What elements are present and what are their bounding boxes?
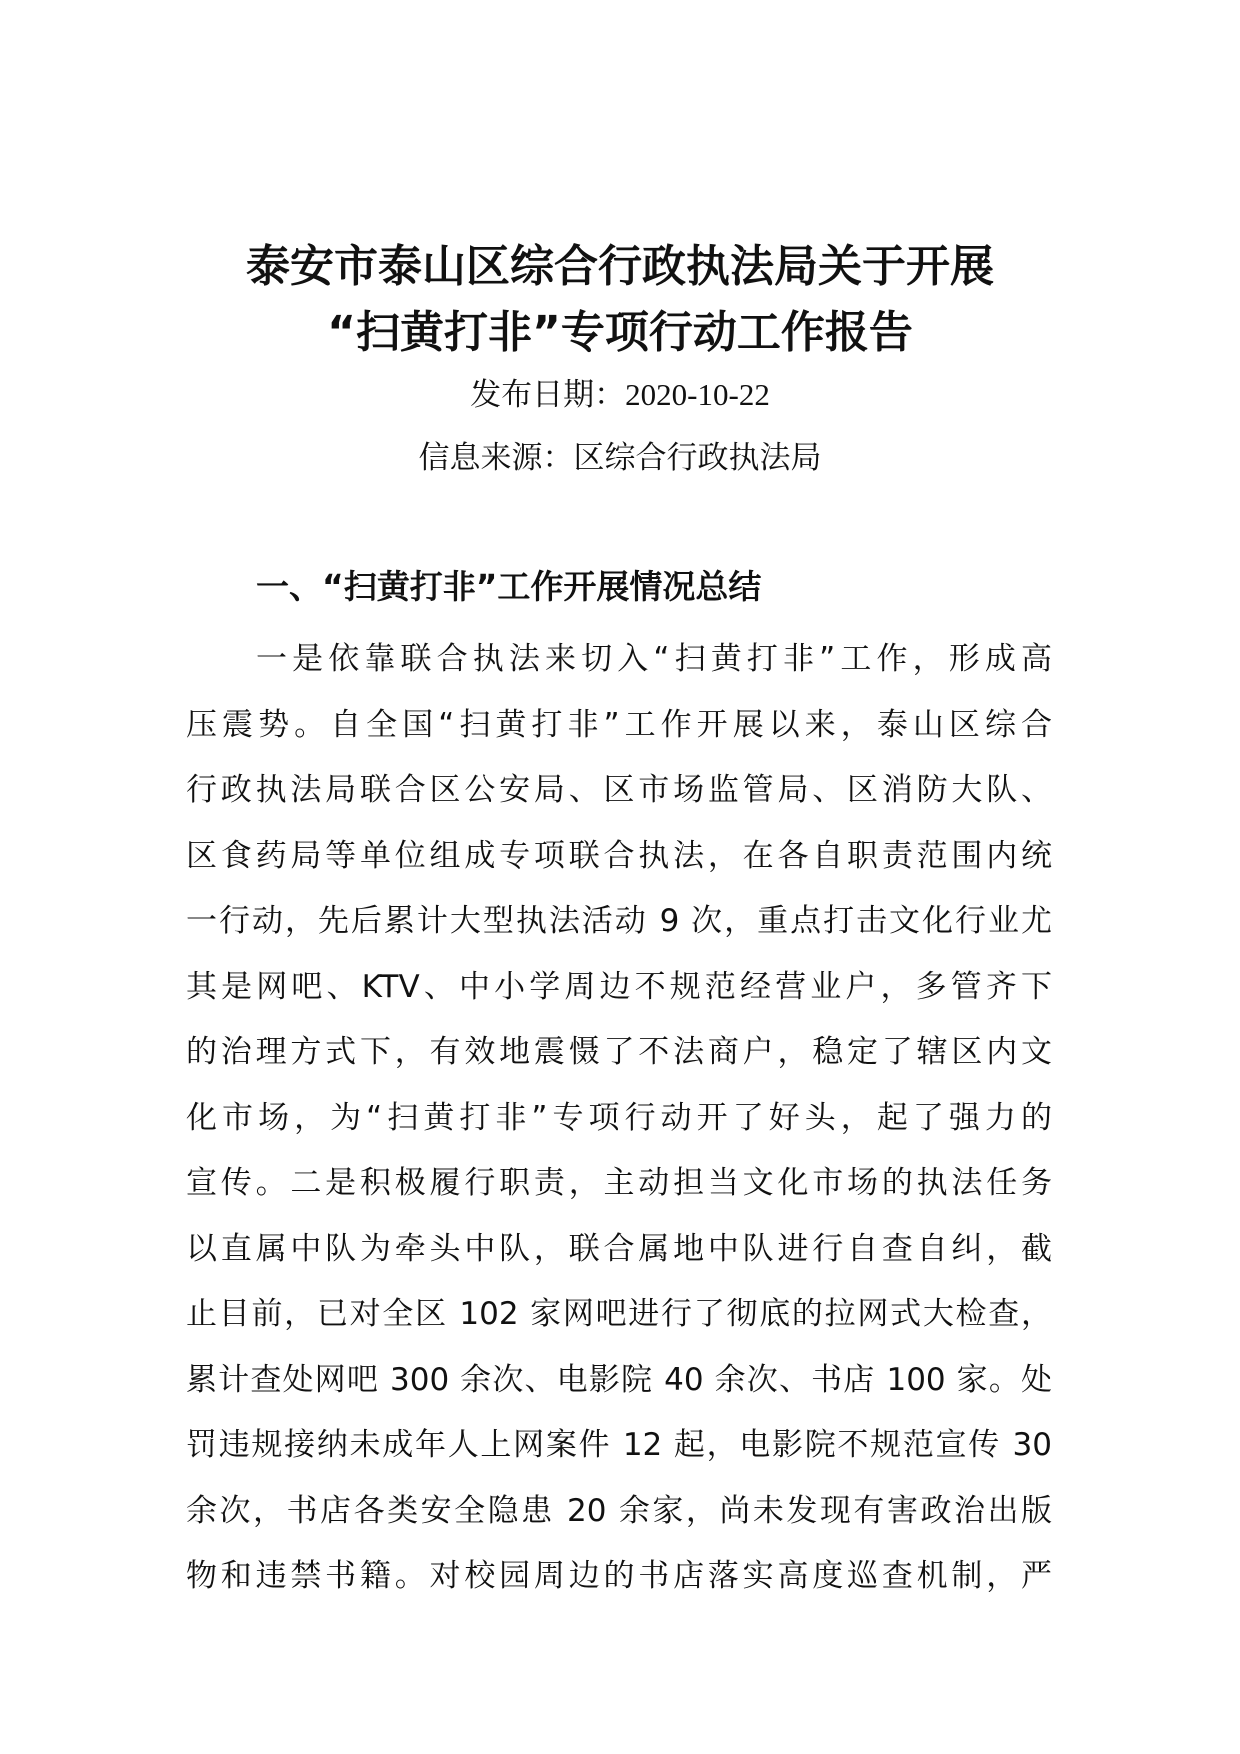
document-title-line-1: 泰安市泰山区综合行政执法局关于开展 (246, 241, 994, 292)
body-line: 宣传。二是积极履行职责，主动担当文化市场的执法任务 (186, 1165, 1052, 1201)
body-line: 一是依靠联合执法来切入“扫黄打非”工作，形成高 (256, 641, 1052, 677)
body-line: 区食药局等单位组成专项联合执法，在各自职责范围内统 (186, 837, 1052, 874)
document-title-line-2: “扫黄打非”专项行动工作报告 (327, 307, 913, 358)
publish-date-label: 发布日期： (470, 377, 626, 413)
body-line: 余次，书店各类安全隐患 20 余家，尚未发现有害政治出版 (186, 1492, 1052, 1529)
body-line: 物和违禁书籍。对校园周边的书店落实高度巡查机制，严 (186, 1558, 1052, 1594)
info-source (0, 433, 1240, 483)
body-line: 的治理方式下，有效地震慑了不法商户，稳定了辖区内文 (186, 1034, 1052, 1070)
section-heading-1: 一、“扫黄打非”工作开展情况总结 (256, 567, 762, 606)
publish-date (0, 370, 1240, 420)
body-line: 以直属中队为牵头中队，联合属地中队进行自查自纠，截 (186, 1230, 1052, 1267)
info-source-value: 区综合行政执法局 (573, 440, 822, 476)
body-line: 其是网吧、KTV、中小学周边不规范经营业户，多管齐下 (186, 968, 1052, 1005)
body-line: 压震势。自全国“扫黄打非”工作开展以来，泰山区综合 (186, 706, 1052, 743)
body-line: 止目前，已对全区 102 家网吧进行了彻底的拉网式大检查， (186, 1296, 1052, 1332)
body-line: 累计查处网吧 300 余次、电影院 40 余次、书店 100 家。处 (186, 1361, 1052, 1398)
body-line: 行政执法局联合区公安局、区市场监管局、区消防大队、 (186, 772, 1052, 808)
body-line: 一行动，先后累计大型执法活动 9 次，重点打击文化行业尤 (186, 903, 1052, 939)
body-line: 罚违规接纳未成年人上网案件 12 起，电影院不规范宣传 30 (186, 1427, 1052, 1463)
body-line: 化市场，为“扫黄打非”专项行动开了好头，起了强力的 (186, 1099, 1052, 1136)
info-source-label: 信息来源： (418, 440, 574, 476)
publish-date-value: 2020-10-22 (625, 377, 770, 412)
body-paragraph (186, 627, 1052, 1610)
